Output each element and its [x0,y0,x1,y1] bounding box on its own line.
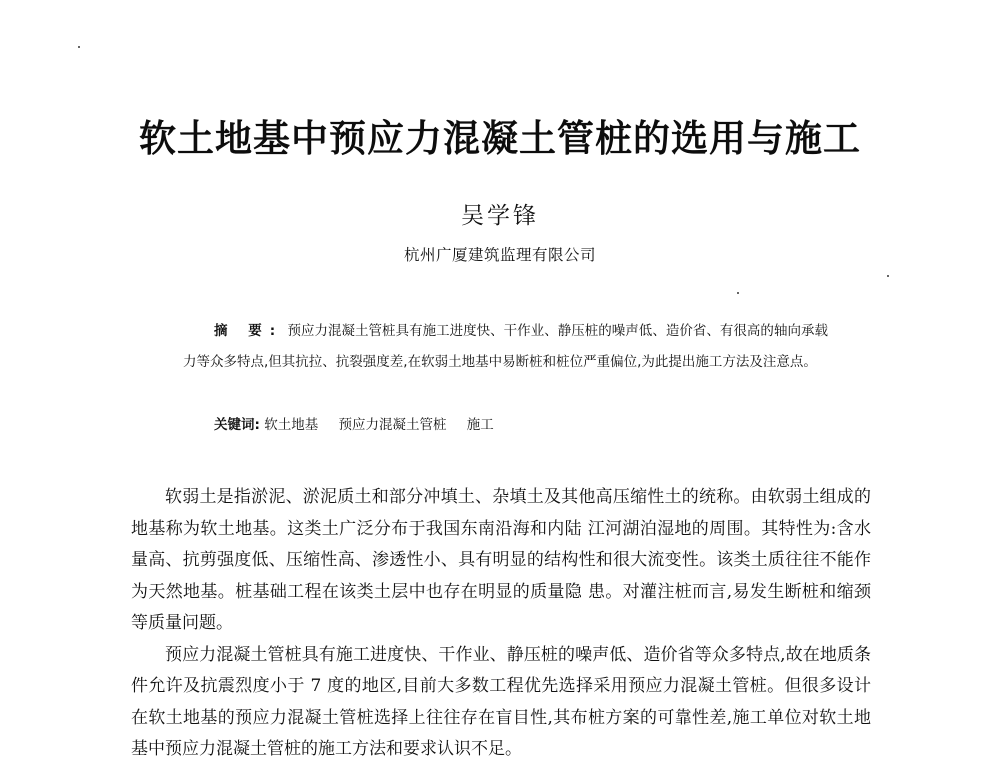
keywords-label: 关键词: [214,417,260,433]
scan-speck [737,292,739,294]
abstract-text: 预应力混凝土管桩具有施工进度快、干作业、静压桩的噪声低、造价省、有很高的轴向承载力等众多特点,但其抗拉、抗裂强度差,在软弱土地基中易断桩和桩位严重偏位,为此提出施工方法及注意点。 [183,323,828,370]
abstract-block [183,316,828,378]
body-text [131,482,871,760]
scan-speck [78,46,80,48]
body-paragraph: 预应力混凝土管桩具有施工进度快、干作业、静压桩的噪声低、造价省等众多特点,故在地质条件允许及抗震烈度小于 7 度的地区,目前大多数工程优先选择采用预应力混凝土管桩。但很多设计在软土地基的预应力混凝土管桩选择上往往存在盲目性,其布桩方案的可靠性差,施工单位对软土地基中预应力混凝土管桩的施工方法和要求认识不足。 [131,644,871,759]
keyword-item: 预应力混凝土管桩 [338,417,447,433]
keywords-block [214,413,510,433]
paper-title: 软土地基中预应力混凝土管桩的选用与施工 [139,117,861,160]
keyword-item: 软土地基 [264,417,319,433]
scan-speck [887,275,889,277]
author-affiliation: 杭州广厦建筑监理有限公司 [403,246,596,264]
keyword-item: 施工 [466,417,494,433]
abstract-label: 摘 要: [214,323,284,339]
body-paragraph: 软弱土是指淤泥、淤泥质土和部分冲填土、杂填土及其他高压缩性土的统称。由软弱土组成的地基称为软土地基。这类土广泛分布于我国东南沿海和内陆 江河湖泊湿地的周围。其特性为:含水量高、抗剪强度低、压缩性高、渗透性小、具有明显的结构性和很大流变性。该类土质往往不能作为天然地基。桩基础工程在该类土层中也存在明显的质量隐 患。对灌注桩而言,易发生断桩和缩颈等质量问题。 [131,487,871,633]
author-name: 吴学锋 [461,203,539,229]
